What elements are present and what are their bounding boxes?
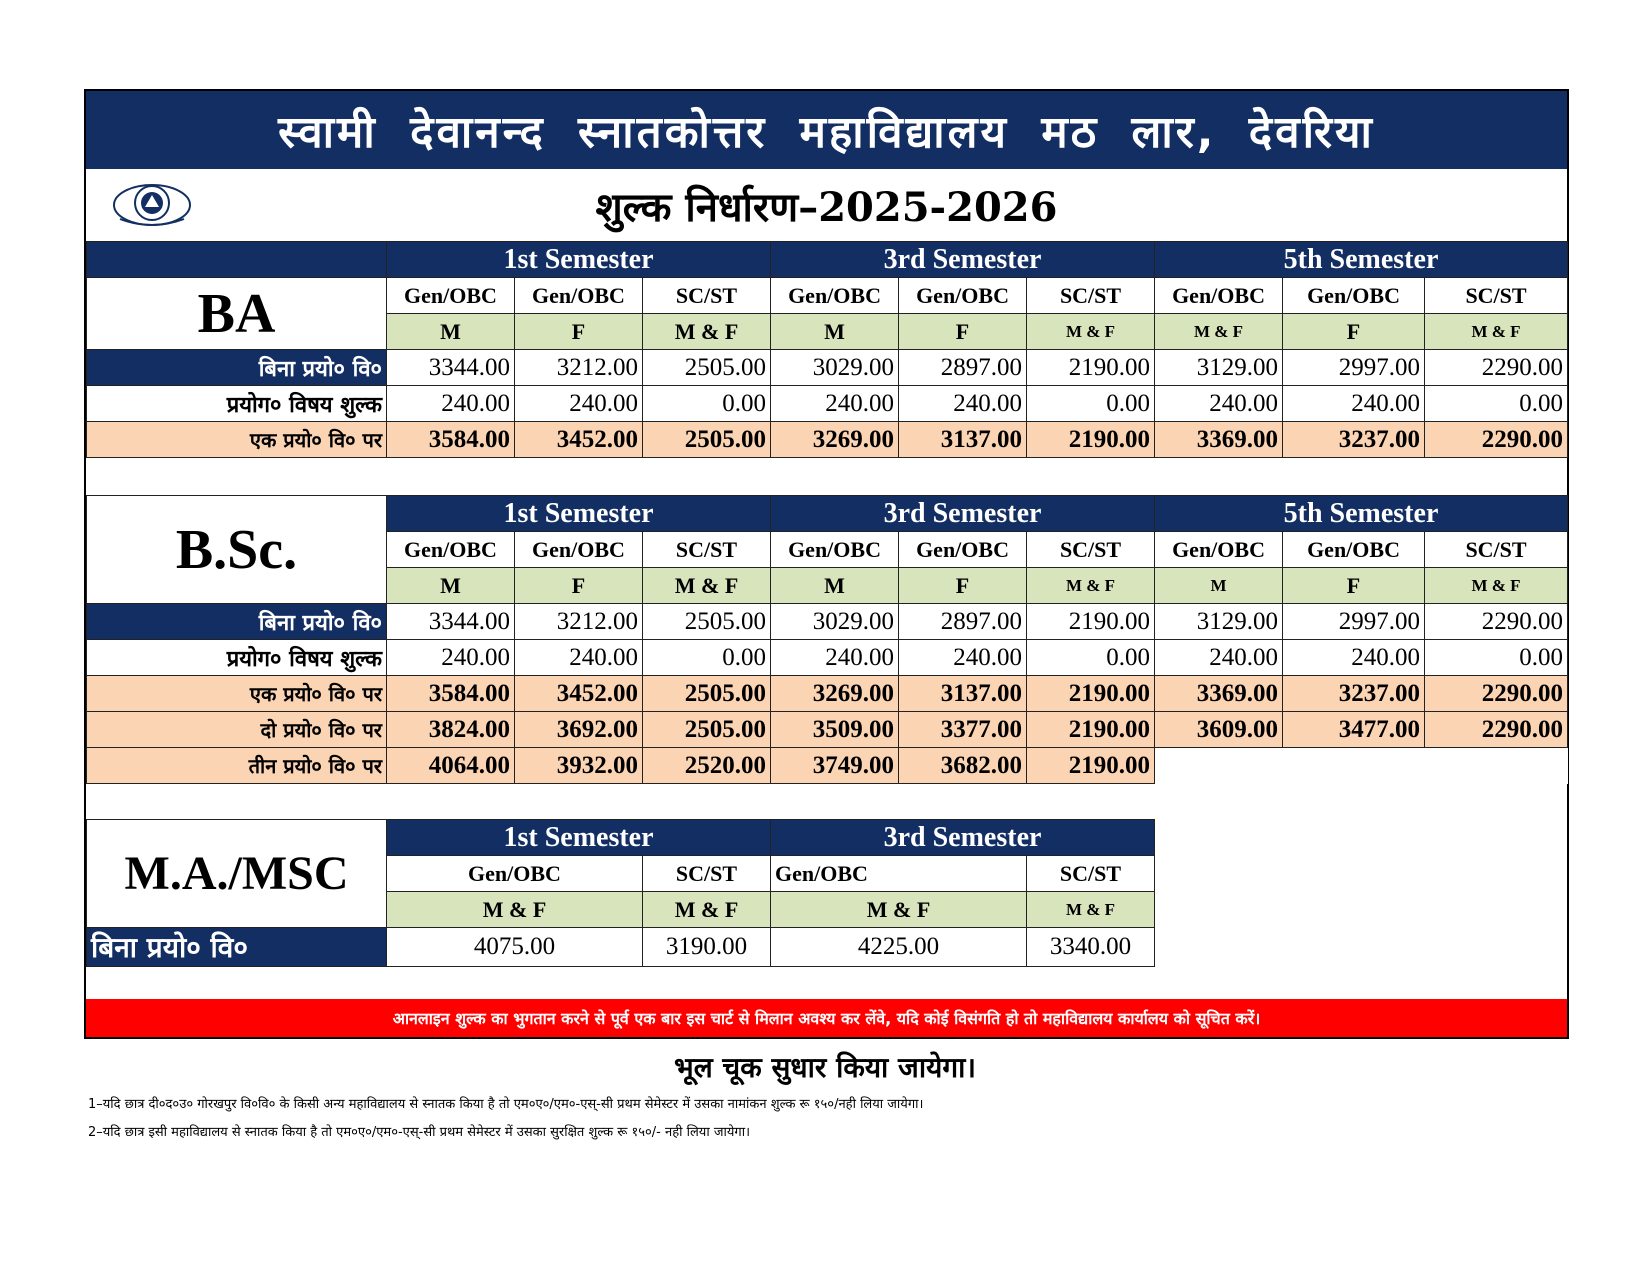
- fee-cell: 3584.00: [387, 676, 515, 712]
- row-label: प्रयोग० विषय शुल्क: [87, 386, 387, 422]
- category-header: Gen/OBC: [387, 532, 515, 568]
- fee-cell: 3692.00: [515, 712, 643, 748]
- fee-cell: 240.00: [1283, 386, 1425, 422]
- fee-cell: 3137.00: [899, 676, 1027, 712]
- college-title: स्वामी देवानन्द स्नातकोत्तर महाविद्यालय मठ लार, देवरिया: [86, 91, 1567, 169]
- row-label: बिना प्रयो० वि०: [87, 928, 387, 967]
- fee-cell: 3269.00: [771, 676, 899, 712]
- gender-header: F: [899, 568, 1027, 604]
- gender-header: F: [515, 314, 643, 350]
- gender-header: M & F: [643, 892, 771, 928]
- fee-cell: 2290.00: [1425, 350, 1568, 386]
- fee-cell: 0.00: [1027, 640, 1155, 676]
- category-header: Gen/OBC: [771, 856, 1027, 892]
- fee-cell: 0.00: [1027, 386, 1155, 422]
- row-label: बिना प्रयो० वि०: [87, 350, 387, 386]
- table-row: [87, 712, 1568, 748]
- fee-cell: 2290.00: [1425, 604, 1568, 640]
- category-header: SC/ST: [643, 278, 771, 314]
- fee-cell: 2897.00: [899, 604, 1027, 640]
- table-row: [87, 748, 1568, 784]
- category-header: SC/ST: [1425, 278, 1568, 314]
- fee-cell: 3932.00: [515, 748, 643, 784]
- gender-header: M & F: [1155, 314, 1283, 350]
- fee-cell: 2190.00: [1027, 676, 1155, 712]
- fee-cell: 3344.00: [387, 604, 515, 640]
- fee-cell: 3369.00: [1155, 676, 1283, 712]
- fee-cell: 2505.00: [643, 422, 771, 458]
- category-header: Gen/OBC: [1155, 532, 1283, 568]
- gender-header: F: [899, 314, 1027, 350]
- fee-cell: 4075.00: [387, 928, 643, 967]
- fee-cell: 2505.00: [643, 350, 771, 386]
- program-name: M.A./MSC: [87, 820, 387, 928]
- ma-msc-fee-table: [86, 819, 1155, 967]
- program-name: B.Sc.: [87, 496, 387, 604]
- table-row: [87, 604, 1568, 640]
- fee-cell: 3509.00: [771, 712, 899, 748]
- table-row: [87, 350, 1568, 386]
- category-header: Gen/OBC: [515, 532, 643, 568]
- category-header: SC/ST: [1027, 278, 1155, 314]
- table-row: [87, 422, 1568, 458]
- gender-header: F: [1283, 568, 1425, 604]
- semester-header: 5th Semester: [1155, 496, 1568, 532]
- semester-header: 1st Semester: [387, 496, 771, 532]
- gender-header: M & F: [1027, 892, 1155, 928]
- fee-cell: 2290.00: [1425, 676, 1568, 712]
- category-header: SC/ST: [643, 532, 771, 568]
- fee-cell: 2505.00: [643, 676, 771, 712]
- fee-cell: 3212.00: [515, 604, 643, 640]
- note-item: 2–यदि छात्र इसी महाविद्यालय से स्नातक किया है तो एम०ए०/एम०-एस्-सी प्रथम सेमेस्टर में उसका सुरक्षित शुल्क रू १५०/- नही लिया जायेगा।: [88, 1125, 751, 1140]
- fee-cell: 3340.00: [1027, 928, 1155, 967]
- gender-header: F: [1283, 314, 1425, 350]
- row-label: प्रयोग० विषय शुल्क: [87, 640, 387, 676]
- category-header: SC/ST: [1027, 856, 1155, 892]
- fee-subtitle: शुल्क निर्धारण–2025-2026: [595, 183, 1058, 231]
- fee-cell: 3269.00: [771, 422, 899, 458]
- fee-cell: 240.00: [515, 640, 643, 676]
- gender-header: F: [515, 568, 643, 604]
- category-header: SC/ST: [643, 856, 771, 892]
- category-header: Gen/OBC: [1283, 532, 1425, 568]
- fee-cell: 0.00: [1425, 640, 1568, 676]
- program-name: BA: [87, 278, 387, 350]
- row-label: दो प्रयो० वि० पर: [87, 712, 387, 748]
- ba-fee-table: [86, 241, 1568, 458]
- fee-cell: 3749.00: [771, 748, 899, 784]
- gender-header: M: [771, 568, 899, 604]
- fee-cell: 2190.00: [1027, 712, 1155, 748]
- fee-cell: 2897.00: [899, 350, 1027, 386]
- fee-cell: 2505.00: [643, 604, 771, 640]
- note-item: 1–यदि छात्र दी०द०उ० गोरखपुर वि०वि० के किसी अन्य महाविद्यालय से स्नातक किया है तो एम०ए०/एम०-एस्-सी प्रथम सेमेस्टर में उसका नामांकन शुल्क रू १५०/नही लिया जायेगा।: [88, 1097, 924, 1112]
- gender-header: M & F: [1425, 568, 1568, 604]
- fee-cell: 2190.00: [1027, 350, 1155, 386]
- semester-header: 1st Semester: [387, 242, 771, 278]
- category-header: Gen/OBC: [1155, 278, 1283, 314]
- fee-cell: 240.00: [899, 386, 1027, 422]
- category-header: Gen/OBC: [771, 532, 899, 568]
- fee-cell: 240.00: [899, 640, 1027, 676]
- fee-cell: 240.00: [387, 386, 515, 422]
- fee-cell: 4225.00: [771, 928, 1027, 967]
- fee-cell: 3452.00: [515, 676, 643, 712]
- fee-cell: 240.00: [387, 640, 515, 676]
- fee-cell: 3237.00: [1283, 676, 1425, 712]
- fee-cell: 0.00: [1425, 386, 1568, 422]
- semester-header: 3rd Semester: [771, 496, 1155, 532]
- fee-cell: 240.00: [771, 640, 899, 676]
- category-header: Gen/OBC: [771, 278, 899, 314]
- fee-cell: 240.00: [771, 386, 899, 422]
- semester-header: 3rd Semester: [771, 820, 1155, 856]
- fee-cell: 2290.00: [1425, 712, 1568, 748]
- header-blank: [87, 242, 387, 278]
- gender-header: M: [771, 314, 899, 350]
- fee-cell: 3824.00: [387, 712, 515, 748]
- fee-cell: 3029.00: [771, 350, 899, 386]
- fee-cell: 3609.00: [1155, 712, 1283, 748]
- row-label: तीन प्रयो० वि० पर: [87, 748, 387, 784]
- gender-header: M & F: [1425, 314, 1568, 350]
- table-row: [87, 386, 1568, 422]
- fee-cell: 3237.00: [1283, 422, 1425, 458]
- fee-cell: 0.00: [643, 386, 771, 422]
- category-header: Gen/OBC: [899, 278, 1027, 314]
- bsc-fee-table: [86, 495, 1568, 784]
- gender-header: M: [387, 314, 515, 350]
- semester-header: 5th Semester: [1155, 242, 1568, 278]
- fee-cell: 3377.00: [899, 712, 1027, 748]
- table-row: [87, 640, 1568, 676]
- category-header: SC/ST: [1425, 532, 1568, 568]
- gender-header: M & F: [771, 892, 1027, 928]
- fee-cell: 3477.00: [1283, 712, 1425, 748]
- fee-cell: 3584.00: [387, 422, 515, 458]
- category-header: Gen/OBC: [515, 278, 643, 314]
- gender-header: M & F: [387, 892, 643, 928]
- fee-cell: 2520.00: [643, 748, 771, 784]
- fee-cell: 240.00: [1155, 386, 1283, 422]
- fee-cell: 3029.00: [771, 604, 899, 640]
- fee-cell: 2997.00: [1283, 350, 1425, 386]
- fee-cell: 3129.00: [1155, 350, 1283, 386]
- category-header: SC/ST: [1027, 532, 1155, 568]
- row-label: एक प्रयो० वि० पर: [87, 422, 387, 458]
- fee-cell: 2505.00: [643, 712, 771, 748]
- fee-cell: 2997.00: [1283, 604, 1425, 640]
- category-header: Gen/OBC: [1283, 278, 1425, 314]
- payment-notice: आनलाइन शुल्क का भुगतान करने से पूर्व एक बार इस चार्ट से मिलान अवश्य कर लेंवे, यदि कोई विसंगति हो तो महाविद्यालय कार्यालय को सूचित करें।: [86, 999, 1567, 1037]
- fee-cell: 3452.00: [515, 422, 643, 458]
- fee-cell: 0.00: [643, 640, 771, 676]
- fee-cell: 3344.00: [387, 350, 515, 386]
- row-label: एक प्रयो० वि० पर: [87, 676, 387, 712]
- fee-cell: 3190.00: [643, 928, 771, 967]
- fee-cell: 2190.00: [1027, 748, 1155, 784]
- fee-cell: 3682.00: [899, 748, 1027, 784]
- gender-header: M: [1155, 568, 1283, 604]
- fee-cell: 3129.00: [1155, 604, 1283, 640]
- row-label: बिना प्रयो० वि०: [87, 604, 387, 640]
- category-header: Gen/OBC: [387, 856, 643, 892]
- gender-header: M & F: [1027, 314, 1155, 350]
- fee-cell: 240.00: [1283, 640, 1425, 676]
- fee-cell: 3212.00: [515, 350, 643, 386]
- fee-cell: 2190.00: [1027, 604, 1155, 640]
- table-row: [87, 676, 1568, 712]
- fee-cell: 4064.00: [387, 748, 515, 784]
- empty-cell: [1155, 748, 1568, 784]
- fee-chart: [84, 89, 1569, 1039]
- footer-note: भूल चूक सुधार किया जायेगा।: [674, 1051, 976, 1084]
- gender-header: M & F: [643, 314, 771, 350]
- fee-cell: 2190.00: [1027, 422, 1155, 458]
- semester-header: 1st Semester: [387, 820, 771, 856]
- gender-header: M & F: [1027, 568, 1155, 604]
- category-header: Gen/OBC: [387, 278, 515, 314]
- fee-cell: 3369.00: [1155, 422, 1283, 458]
- table-row: [87, 928, 1155, 967]
- fee-cell: 240.00: [1155, 640, 1283, 676]
- fee-cell: 240.00: [515, 386, 643, 422]
- fee-cell: 3137.00: [899, 422, 1027, 458]
- category-header: Gen/OBC: [899, 532, 1027, 568]
- fee-cell: 2290.00: [1425, 422, 1568, 458]
- gender-header: M & F: [643, 568, 771, 604]
- semester-header: 3rd Semester: [771, 242, 1155, 278]
- gender-header: M: [387, 568, 515, 604]
